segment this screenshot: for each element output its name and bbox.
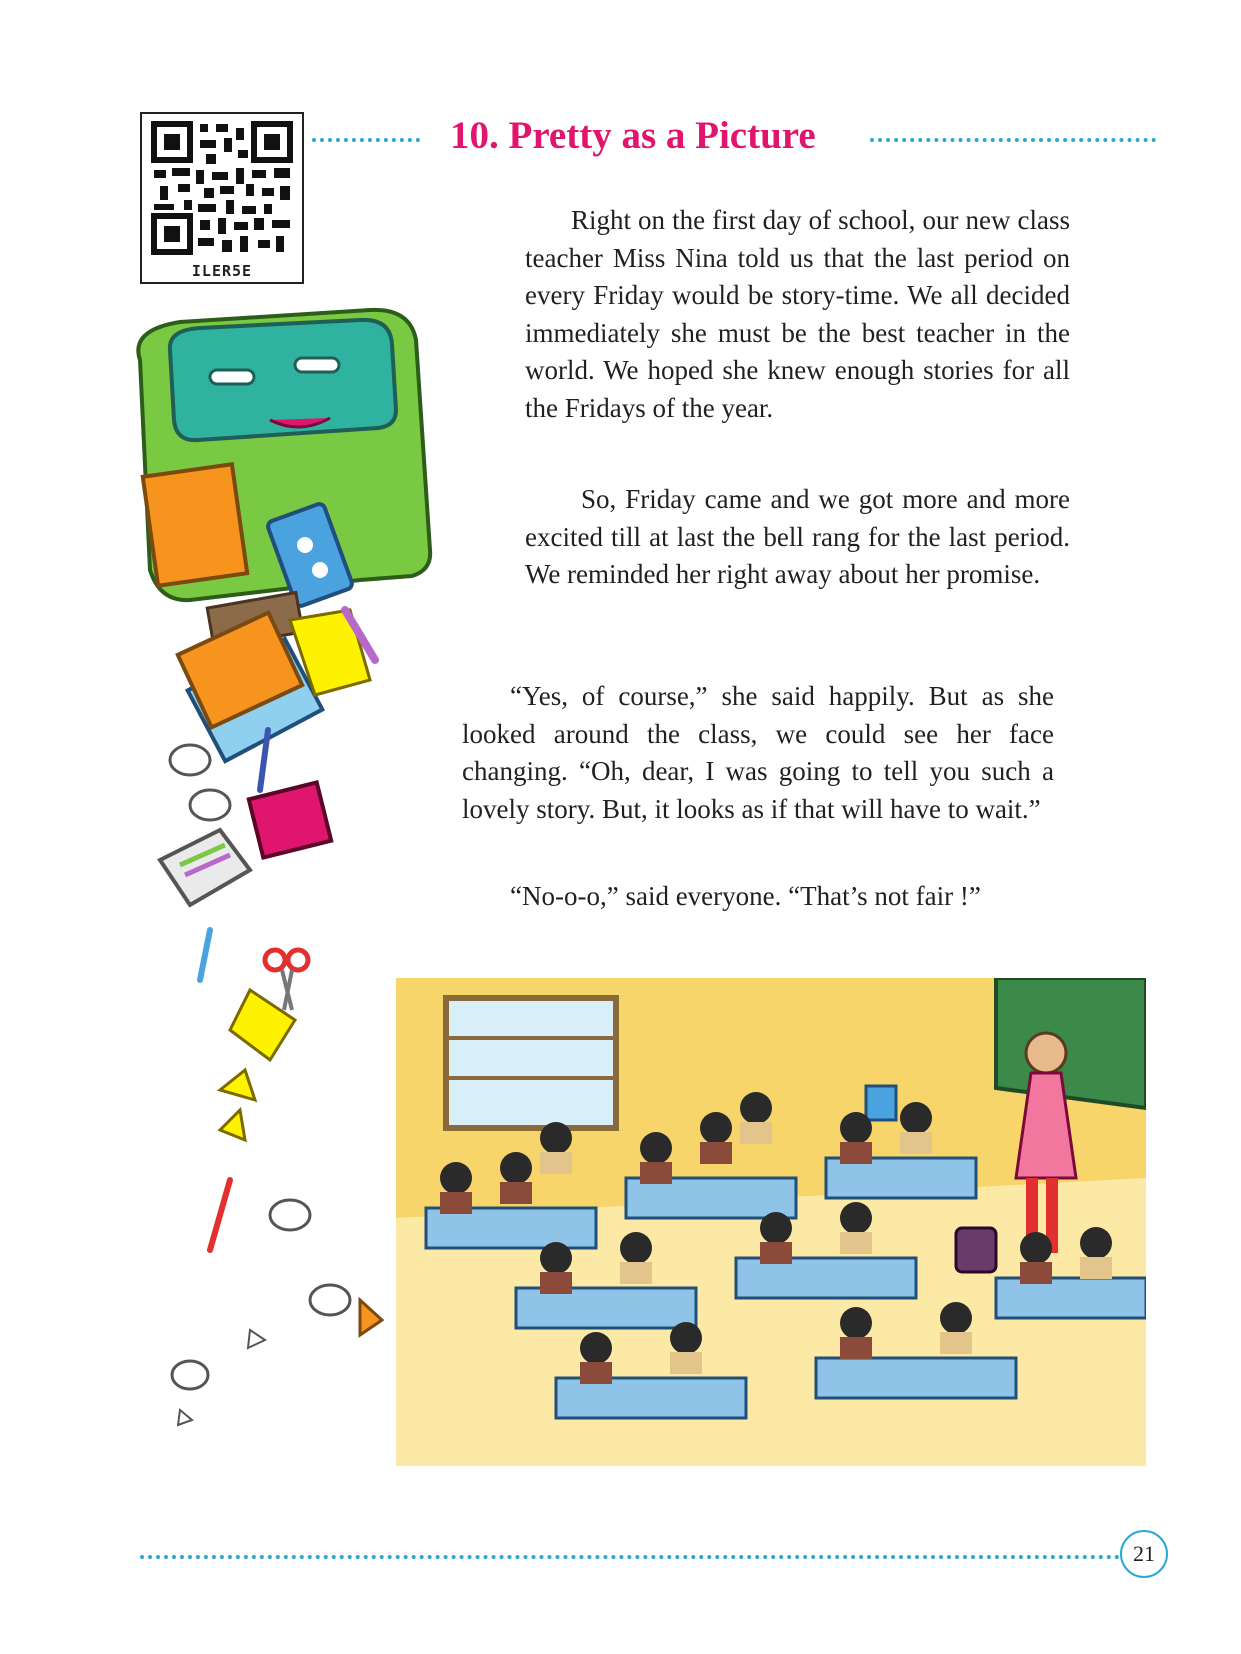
page-number: 21 <box>1120 1530 1168 1578</box>
qr-code-label: ILER5E <box>191 262 253 280</box>
bag-slot-left <box>210 370 254 384</box>
story-paragraph-3: “Yes, of course,” she said happily. But as she looked around the class, we could see her face changing. “Oh, dear, I was going to tell you such a lovely story. But, it looks as if that will have to wait.” <box>462 681 1054 824</box>
blackboard <box>996 978 1146 1108</box>
bag-slot-right <box>295 358 339 372</box>
wrapper-scrap <box>360 1300 382 1335</box>
crumpled-paper <box>310 1285 350 1315</box>
scissors-icon <box>265 950 285 970</box>
chapter-title: 10. Pretty as a Picture <box>450 114 816 157</box>
pencil-box-sticker-icon <box>297 537 313 553</box>
title-rule-left <box>312 138 420 142</box>
crumpled-paper <box>170 745 210 775</box>
paper-scrap <box>220 1110 245 1140</box>
pink-notebook <box>249 782 331 857</box>
school-bag-icon <box>956 1228 996 1272</box>
classroom-illustration <box>396 978 1146 1466</box>
classroom-window <box>446 998 616 1128</box>
qr-code[interactable] <box>140 112 304 284</box>
bucket-icon <box>866 1086 896 1120</box>
teacher-head <box>1026 1033 1066 1073</box>
crumpled-paper <box>172 1361 208 1389</box>
crumpled-paper <box>190 790 230 820</box>
story-paragraph-2: So, Friday came and we got more and more excited till at last the bell rang for the last period. We reminded her right away about her promise. <box>525 484 1070 589</box>
story-paragraph-4: “No-o-o,” said everyone. “That’s not fair !” <box>510 881 981 911</box>
orange-book <box>143 464 247 585</box>
red-pencil-icon <box>210 1180 230 1250</box>
pencil-box-sticker-icon <box>312 562 328 578</box>
scissors-icon <box>288 950 308 970</box>
crumpled-paper <box>270 1200 310 1230</box>
blue-pencil-icon <box>200 930 210 980</box>
qr-code-pattern-icon <box>150 120 294 258</box>
paper-scrap <box>220 1070 255 1100</box>
story-paragraph-1: Right on the first day of school, our new class teacher Miss Nina told us that the last period on every Friday would be story-time. We all decided immediately she must be the best teacher in the world. We hoped she knew enough stories for all the Fridays of the year. <box>525 205 1070 423</box>
footer-rule <box>140 1555 1120 1559</box>
title-rule-right <box>870 138 1156 142</box>
